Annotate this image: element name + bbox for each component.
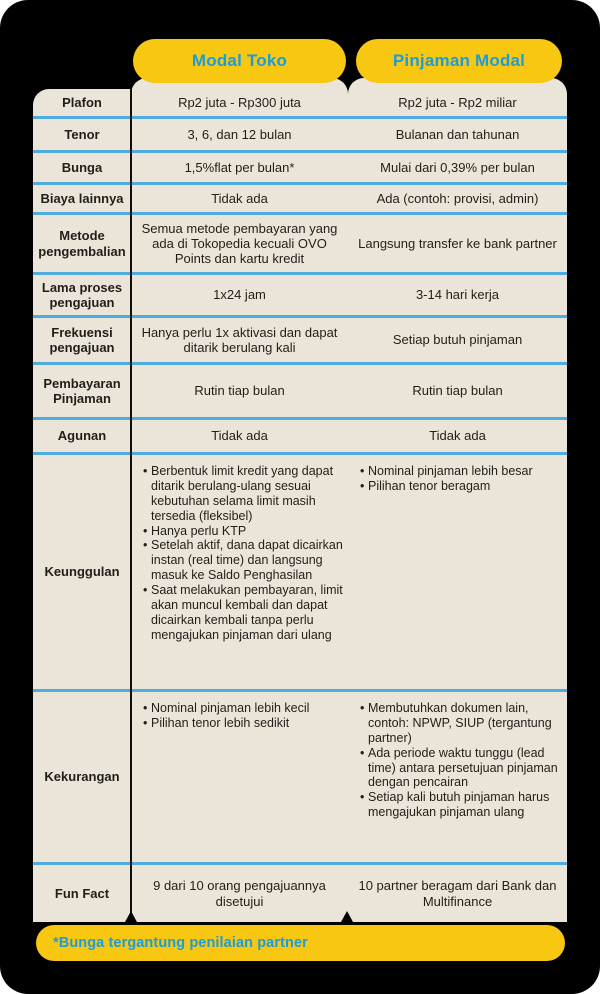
cell-keunggulan-pinjaman-modal	[348, 455, 567, 689]
cell-plafon-modal-toko: Rp2 juta - Rp300 juta	[178, 94, 301, 110]
row-label-pembayaran: Pembayaran Pinjaman	[43, 375, 121, 406]
row-label-plafon: Plafon	[62, 94, 102, 110]
row-frekuensi-pengajuan	[33, 318, 567, 365]
keunggulan-modal-toko-list	[143, 464, 344, 643]
cell-lama-proses-modal-toko: 1x24 jam	[213, 287, 266, 303]
cell-fun-fact-pinjaman-modal	[348, 865, 567, 922]
row-label-kekurangan: Kekurangan	[44, 769, 120, 785]
list-item: • Pilihan tenor lebih sedikit	[143, 716, 344, 731]
cell-bunga-modal-toko: 1,5%flat per bulan*	[184, 159, 295, 175]
cell-plafon-pinjaman-modal: Rp2 juta - Rp2 miliar	[398, 94, 517, 110]
row-pembayaran-pinjaman	[33, 365, 567, 420]
column-header-pinjaman-modal	[356, 39, 562, 83]
row-plafon	[33, 89, 567, 119]
kekurangan-modal-toko-list	[143, 701, 344, 731]
row-label-keunggulan: Keunggulan	[44, 564, 120, 580]
list-item: • Ada periode waktu tunggu (lead time) antara persetujuan pinjaman dengan pencairan	[360, 746, 563, 791]
cell-pembayaran-modal-toko: Rutin tiap bulan	[194, 383, 285, 399]
cell-bunga-pinjaman-modal: Mulai dari 0,39% per bulan	[380, 159, 535, 175]
cell-kekurangan-pinjaman-modal	[348, 692, 567, 862]
row-lama-proses-pengajuan	[33, 275, 567, 318]
column-header-modal-toko-label: Modal Toko	[191, 51, 288, 70]
list-item: • Nominal pinjaman lebih kecil	[143, 701, 344, 716]
list-item: • Setiap kali butuh pinjaman harus mengajukan pinjaman ulang	[360, 790, 563, 820]
cell-biaya-modal-toko: Tidak ada	[211, 190, 268, 206]
kekurangan-pinjaman-modal-list	[360, 701, 563, 820]
divider-end-triangle-left	[125, 911, 137, 922]
column-header-pinjaman-modal-label: Pinjaman Modal	[392, 51, 526, 70]
row-biaya-lainnya	[33, 185, 567, 215]
cell-tenor-pinjaman-modal: Bulanan dan tahunan	[395, 126, 520, 142]
row-keunggulan	[33, 455, 567, 692]
cell-tenor-modal-toko: 3, 6, dan 12 bulan	[187, 126, 292, 142]
list-item: • Berbentuk limit kredit yang dapat ditarik berulang-ulang sesuai kebutuhan selama limit masih tersedia (fleksibel)	[143, 464, 344, 524]
footnote-text: *Bunga tergantung penilaian partner	[53, 935, 308, 951]
fun-fact-modal-toko-text: 9 dari 10 orang pengajuannya disetujui	[153, 878, 326, 909]
fun-fact-pinjaman-modal-text: 10 partner beragam dari Bank dan Multifinance	[358, 878, 557, 909]
cell-metode-pinjaman-modal: Langsung transfer ke bank partner	[358, 235, 557, 251]
list-item: • Nominal pinjaman lebih besar	[360, 464, 563, 479]
row-label-tenor: Tenor	[64, 126, 100, 142]
row-tenor	[33, 119, 567, 153]
divider-end-triangle-middle	[341, 911, 353, 922]
row-metode-pengembalian	[33, 215, 567, 275]
list-item: • Hanya perlu KTP	[143, 524, 344, 539]
footnote-bar	[36, 925, 565, 961]
list-item: • Saat melakukan pembayaran, limit akan muncul kembali dan dapat dicairkan kembali tanpa perlu mengajukan pinjaman dari ulang	[143, 583, 344, 643]
row-kekurangan	[33, 692, 567, 865]
list-item: • Membutuhkan dokumen lain, contoh: NPWP, SIUP (tergantung partner)	[360, 701, 563, 746]
cell-keunggulan-modal-toko	[131, 455, 348, 689]
cell-metode-modal-toko: Semua metode pembayaran yang ada di Tokopedia kecuali OVO Points dan kartu kredit	[141, 220, 338, 267]
keunggulan-pinjaman-modal-list	[360, 464, 563, 494]
cell-frekuensi-pinjaman-modal: Setiap butuh pinjaman	[392, 332, 523, 348]
column-header-modal-toko	[133, 39, 346, 83]
cell-agunan-pinjaman-modal: Tidak ada	[429, 428, 486, 444]
row-agunan	[33, 420, 567, 455]
label-column-divider-line	[130, 89, 132, 922]
row-label-agunan: Agunan	[57, 428, 107, 444]
cell-agunan-modal-toko: Tidak ada	[211, 428, 268, 444]
cell-biaya-pinjaman-modal: Ada (contoh: provisi, admin)	[376, 190, 539, 206]
row-label-lama-proses: Lama proses pengajuan	[41, 279, 123, 310]
cell-lama-proses-pinjaman-modal: 3-14 hari kerja	[415, 287, 500, 303]
list-item: • Pilihan tenor beragam	[360, 479, 563, 494]
row-label-metode-pengembalian: Metode pengembalian	[38, 228, 126, 259]
cell-fun-fact-modal-toko	[131, 865, 348, 922]
row-label-fun-fact: Fun Fact	[54, 885, 110, 901]
cell-frekuensi-modal-toko: Hanya perlu 1x aktivasi dan dapat ditarik berulang kali	[141, 324, 338, 355]
row-fun-fact	[33, 865, 567, 922]
comparison-table	[33, 89, 567, 922]
row-bunga	[33, 153, 567, 185]
cell-pembayaran-pinjaman-modal: Rutin tiap bulan	[412, 383, 503, 399]
row-label-frekuensi: Frekuensi pengajuan	[49, 324, 115, 355]
row-label-biaya-lainnya: Biaya lainnya	[40, 190, 124, 206]
row-label-bunga: Bunga	[61, 159, 103, 175]
list-item: • Setelah aktif, dana dapat dicairkan instan (real time) dan langsung masuk ke Saldo Penghasilan	[143, 538, 344, 583]
cell-kekurangan-modal-toko	[131, 692, 348, 862]
